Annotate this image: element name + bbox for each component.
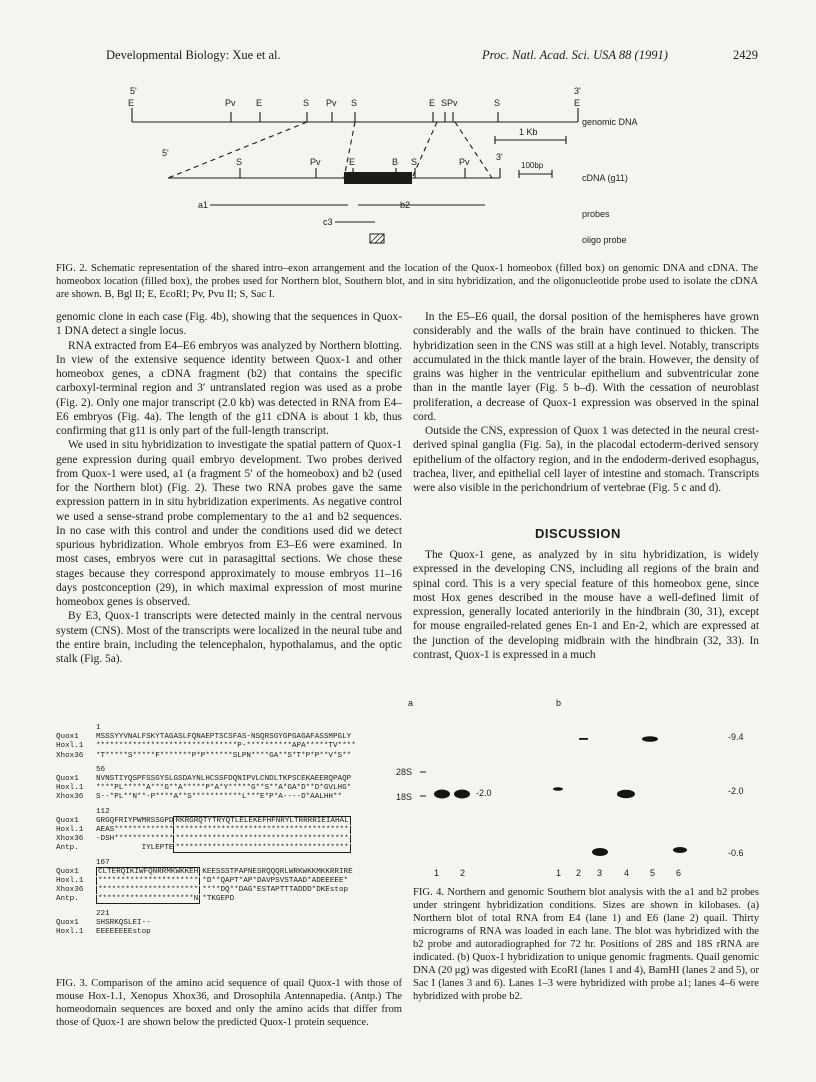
lane-label: 6 [676,868,682,878]
sequence-text: ****DQ**DAG*ESTAPTTTADDD*DKEstop [202,886,349,895]
species-name: Xhox36 [56,751,84,760]
species-name: Quox1 [56,867,79,876]
band-a-lane2 [454,790,470,799]
size-label-a: -2.0 [476,788,492,798]
sequence-row [56,886,402,895]
species-name: Xhox36 [56,793,84,802]
species-name: Quox1 [56,775,79,784]
species-name: Hoxl.1 [56,877,84,886]
genomic-dna-label: genomic DNA [582,117,638,127]
cdna-site-label: S [411,157,418,167]
probe-label-a1: a1 [198,200,209,210]
paragraph: genomic clone in each case (Fig. 4b), showing that the sequences in Quox-1 DNA detect a single locus. [56,311,402,338]
sequence-row [56,733,402,742]
genomic-3prime: 3' [574,86,581,96]
sequence-text: SHSRKQSLEI-- [96,918,151,927]
marker-18s: 18S [396,792,413,802]
running-head-left: Developmental Biology: Xue et al. [106,48,281,62]
sequence-text: *******************************P-**********APA*****TV**** [96,742,356,751]
species-name: Antp. [56,895,79,904]
paragraph: We used in situ hybridization to investigate the spatial pattern of Quox-1 gene expression during quail embryo development. Two probes derived from Quox-1 were used, a1 (a fragment 5′ of the homeobox) and b2 (used for the Northern blot) (Fig. 2). These two RNA probes gave the same expression pattern in in situ hybridization experiments. As negative control we used a sense-strand probe complementary to the a1 and b2 sequences. In no case with this control and under the conditions used did we detect spurious hybridization. Whole embryos from E3–E6 were examined. In most cases, embryos were cut in parasagittal sections. We chose these stages because they correspond approximately to mouse embryos 11–16 days postconception (29), in which maximal expression of most murine homeobox genes is observed. [56,439,402,608]
sequence-text: EEEEEEEEstop [96,928,151,937]
sequence-row [56,895,402,904]
left-column-text [56,310,402,666]
panel-b-label: b [556,698,562,708]
lane-label: 2 [576,868,582,878]
cdna-site-label: Pv [459,157,470,167]
size-label-b-9-4: -9.4 [728,732,744,742]
scale-1kb-label: 1 Kb [519,127,538,137]
cdna-site-label: E [349,157,356,167]
sequence-block [56,766,402,803]
sequence-position: 221 [96,909,110,918]
running-head-journal: Proc. Natl. Acad. Sci. USA 88 (1991) [482,48,668,62]
sequence-row [56,928,402,937]
homeodomain-sequence: ************************************** [175,835,349,844]
probes-label: probes [582,209,610,219]
sequence-position: 167 [96,858,110,867]
sequence-text: IYLEPTE [96,844,174,853]
sequence-row [56,752,402,761]
species-name: Antp. [56,844,79,853]
sequence-position: 1 [96,724,101,732]
lane-label: 2 [460,868,466,878]
paragraph: The Quox-1 gene, as analyzed by in situ hybridization, is widely expressed in the developing CNS, including all regions of the brain and spinal cord. This is a very special feature of this homeobox gene, since most Hox genes described in the mouse have a well-defined limit of expression, generally located anteriorily in the hindbrain (30, 31), except for mouse engrailed-related genes En-1 and En-2, which are expressed at the junction of the developing midbrain with the hindbrain (32, 33). In contrast, Quox-1 is expressed in a much [413,549,759,661]
sequence-block [56,724,402,761]
sequence-row [56,742,402,751]
page-number: 2429 [733,48,758,62]
sequence-row [56,784,402,793]
homeodomain-sequence: ************************************** [175,826,349,835]
species-name: Quox1 [56,816,79,825]
sequence-row [56,835,402,844]
probe-label-c3: c3 [323,217,333,227]
sequence-text: -DSH************* [96,835,174,844]
marker-28s: 28S [396,767,413,777]
size-label-b-2-0: -2.0 [728,786,744,796]
sequence-text: AEAS************* [96,826,174,835]
cdna-site-label: S [236,157,243,167]
sequence-text: KEESSSTPAPNESRQQQRLWRKWKKMKKRRIRE [202,867,353,876]
sequence-block [56,808,402,854]
site-label: E [128,98,135,108]
sequence-text: *TKGEPD [202,895,235,904]
site-label: Pv [225,98,236,108]
oligo-probe-label: oligo probe [582,235,627,245]
site-label: S [494,98,501,108]
fig4-blots [390,698,760,880]
paragraph: RNA extracted from E4–E6 embryos was analyzed by Northern blotting. In view of the extensive sequence identity between Quox-1 and other homeobox genes, a cDNA fragment (b2) that contains the specific carboxyl-terminal region and 3′ untranslated region was used as a probe (Fig. 2). Only one major transcript (2.0 kb) was detected in RNA from E4–E6 embryos (Fig. 4a). The length of the g11 cDNA is about 1 kb, thus confirming that g11 is only part of the full-length transcript. [56,339,402,437]
species-name: Quox1 [56,733,79,742]
fig2-diagram [100,84,740,256]
species-name: Xhox36 [56,835,84,844]
site-label: E [429,98,436,108]
lane-label: 1 [434,868,440,878]
fig4-caption: FIG. 4. Northern and genomic Southern blot analysis with the a1 and b2 probes under stringent hybridization conditions. Sizes are shown in kilobases. (a) Northern blot of total RNA from E4 (lane 1) and E6 (lane 2) quail. Thirty micrograms of RNA was loaded in each lane. The blot was hybridized with the b2 probe and autoradiographed for 72 hr. Positions of 28S and 18S rRNA are indicated. (b) Quox-1 hybridization to unique genomic fragments. Quail genomic DNA (20 μg) was digested with EcoRI (lanes 1 and 4), BamHI (lanes 2 and 5), or Sac I (lanes 3 and 6). Lanes 1–3 were hybridized with probe a1; lanes 4–6 were hybridized with probe b2. [413,887,759,1002]
sequence-row [56,877,402,886]
panel-a-label: a [408,698,414,708]
sequence-block [56,859,402,905]
sequence-text: *T*****S*****F*******P*P******SLPN****GA**S*T*P*P**V*S** [96,751,352,760]
paragraph: Outside the CNS, expression of Quox 1 was detected in the neural crest-derived spinal ganglia (Fig. 5a), in the placodal ectoderm-derived sensory epithelium of the olfactory region, and in the endoderm-derived esophagus, trachea, liver, and epithelial cell layer of intestine and stomach. Transcripts were also visible in the perichondrium of vertebrae (Fig. 5 c and d). [413,425,759,494]
lane-label: 4 [624,868,630,878]
homeodomain-sequence: *********************N [98,895,199,904]
homeodomain-sequence: ************************************** [175,844,349,853]
discussion-text [413,548,759,662]
species-name: Quox1 [56,918,79,927]
species-name: Hoxl.1 [56,826,84,835]
lane-label: 1 [556,868,562,878]
paragraph: In the E5–E6 quail, the dorsal position of the hemispheres have grown considerably and the walls of the brain have continued to thicken. The hybridization seen in the CNS was still at a high level. Notably, transcripts accumulated in the thick mantle layer of the brain. However, the density of grains was higher in the ventricular epithelium and subventricular zone than in the mantle layer (Fig. 5 b–d). With the cessation of neuroblast proliferation, a decrease of Quox-1 expression was observed in the spinal cord. [413,311,759,423]
cdna-site-label: Pv [310,157,321,167]
band-a-lane1 [434,790,450,799]
fig2-caption: FIG. 2. Schematic representation of the shared intro–exon arrangement and the location of the Quox-1 homeobox (filled box) on genomic DNA and cDNA. The homeobox location (filled box), the probes used for Northern blot, Southern blot, and in situ hybridization, and the oligonucleotide probe used to isolate the cDNA are shown. B, Bgl II; E, EcoRI; Pv, Pvu II; S, Sac I. [56,263,758,300]
cdna-5prime: 5' [162,148,169,158]
site-label: S [303,98,310,108]
species-name: Hoxl.1 [56,742,84,751]
sequence-row [56,793,402,802]
cdna-label: cDNA (g11) [582,173,628,183]
size-label-b-0-6: -0.6 [728,848,744,858]
sequence-row [56,844,402,853]
site-label: E [256,98,263,108]
sequence-text: GRGQFRIYPWMRSSGPD [96,816,174,825]
band-b-lane6 [673,847,687,853]
site-label: E [574,98,581,108]
sequence-text: MSSSYYVNALFSKYTAGASLFQNAEPTSCSFAS-NSQRSGYGPGAGAFASSMPGLY [96,733,352,742]
lane-label: 5 [650,868,656,878]
site-label: S [441,98,448,108]
lane-label: 3 [597,868,603,878]
site-label: Pv [326,98,337,108]
species-name: Hoxl.1 [56,784,84,793]
band-b-lane4 [617,790,635,798]
fig3-caption: FIG. 3. Comparison of the amino acid sequence of quail Quox-1 with those of mouse Hox-1.1, Xenopus Xhox36, and Drosophila Antennapedia. (Antp.) The homeodomain sequences are boxed and only the amino acids that differ from those of Quox-1 are shown below the predicted Quox-1 protein sequence. [56,978,402,1028]
sequence-position: 56 [96,765,106,774]
sequence-position: 112 [96,807,110,816]
sequence-row [56,919,402,928]
homeodomain-sequence: ********************** [98,877,199,886]
cdna-3prime: 3' [496,152,503,162]
band-b-lane1 [553,787,563,791]
band-b-lane3 [592,848,608,856]
scale-100bp-label: 100bp [521,161,544,170]
sequence-row [56,868,402,877]
fig3-alignment [56,724,402,942]
band-b-lane5-high [642,736,658,742]
sequence-row [56,826,402,835]
sequence-row [56,817,402,826]
discussion-heading: DISCUSSION [535,526,621,541]
homeobox-box [344,172,412,184]
species-name: Hoxl.1 [56,928,84,937]
sequence-text: *D**QAPT*AP*DAVPSVSTAAD*ADEEEEE* [202,877,349,886]
homeodomain-sequence: CLTERQIKIWFQNRRMKWKKEH [98,867,199,876]
sequence-text: ****PL*****A***G**A*****P*A*Y*****G**S**A*GA*D**D*GVLHG* [96,784,352,793]
sequence-block [56,910,402,938]
site-label: Pv [447,98,458,108]
homeodomain-sequence: ********************** [98,886,199,895]
sequence-text: NVNSTIYQSPFSSGYSLGSDAYNLHCSSFDQNIPVLCNDLTKPSCEKAEERQPAQP [96,775,352,784]
paragraph: By E3, Quox-1 transcripts were detected mainly in the central nervous system (CNS). Most of the transcripts were localized in the neural tube and the entire brain, including the telencephalon, hypothalamus, and the optic stalk (Fig. 5a). [56,610,402,665]
probe-label-b2: b2 [400,200,411,210]
homeodomain-sequence: RKRGRQTYTRYQTLELEKEFHFNRYLTRRRRIEIAHAL [175,816,349,825]
sequence-row [56,775,402,784]
cdna-site-label: B [392,157,399,167]
species-name: Xhox36 [56,886,84,895]
site-label: S [351,98,358,108]
band-b-lane2-high [579,738,588,740]
sequence-text: S--*PL**N**-P****A**S***********L***E*P*A----D*AALHH** [96,793,343,802]
genomic-5prime: 5' [130,86,137,96]
right-column-text [413,310,759,495]
